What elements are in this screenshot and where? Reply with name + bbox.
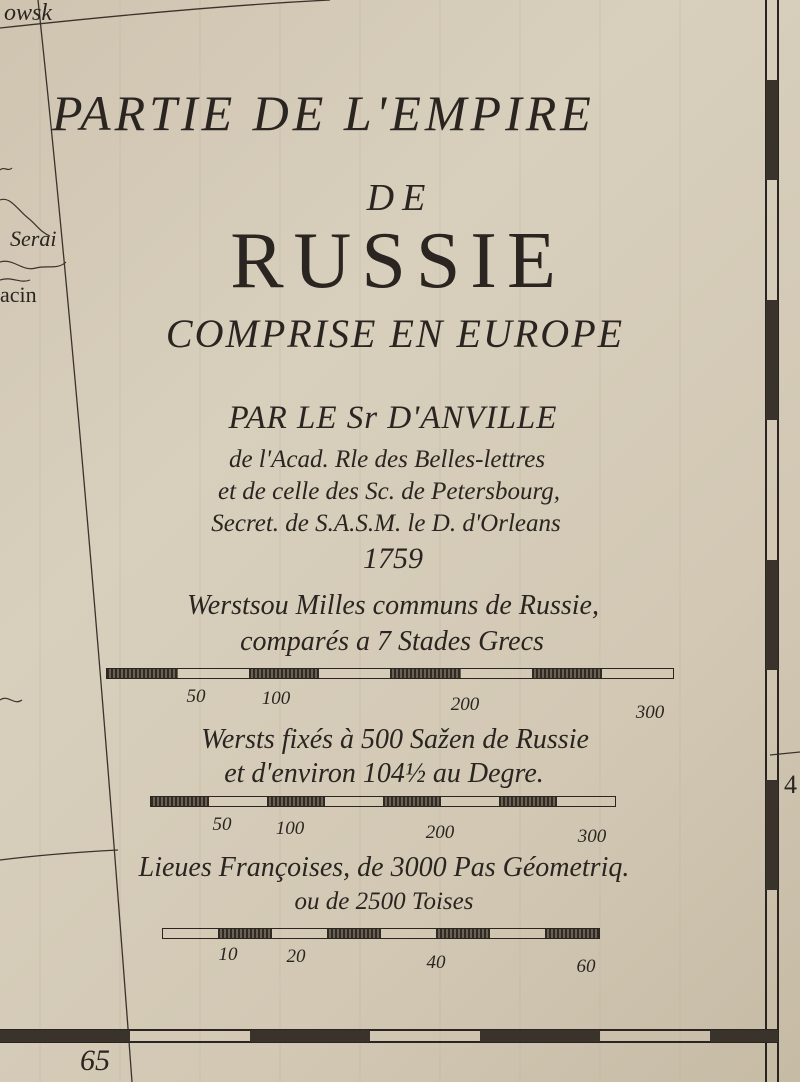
scale-bar-3 bbox=[162, 928, 600, 939]
scale-1-caption-1: Werstsou Milles communs de Russie, bbox=[187, 590, 599, 621]
scale-3-tick-20: 20 bbox=[286, 946, 306, 967]
scale-2-caption-1: Wersts fixés à 500 Sažen de Russie bbox=[201, 724, 589, 755]
scale-3-tick-10: 10 bbox=[218, 944, 238, 965]
publication-year: 1759 bbox=[363, 542, 423, 575]
meridian-line bbox=[38, 0, 132, 1082]
scale-bar-1 bbox=[106, 668, 674, 679]
graticule-label-right: 4 bbox=[784, 770, 797, 799]
place-label-owsk: owsk bbox=[4, 0, 52, 26]
scale-3-tick-60: 60 bbox=[576, 956, 596, 977]
parallel-line-right bbox=[770, 752, 800, 755]
neat-line-right bbox=[766, 0, 778, 1082]
scale-1-tick-100: 100 bbox=[261, 688, 291, 709]
map-title-line-2: DE bbox=[366, 177, 434, 219]
scale-2-tick-300: 300 bbox=[577, 826, 607, 847]
academy-line: de l'Acad. Rle des Belles-lettres bbox=[228, 446, 546, 473]
place-label-acin: acin bbox=[0, 282, 37, 307]
scale-2-caption-2: et d'environ 104½ au Degre. bbox=[224, 758, 544, 789]
map-title-line-4: COMPRISE EN EUROPE bbox=[165, 311, 625, 356]
scale-3-caption-1: Lieues Françoises, de 3000 Pas Géometriq. bbox=[138, 852, 630, 883]
paper-texture bbox=[40, 0, 680, 1082]
place-label-serai: Serai bbox=[10, 226, 57, 251]
scale-2-tick-100: 100 bbox=[275, 818, 305, 839]
neat-line-bottom bbox=[0, 1030, 778, 1042]
scale-2-tick-200: 200 bbox=[425, 822, 455, 843]
graticule-label-65: 65 bbox=[80, 1044, 110, 1077]
scale-bar-2 bbox=[150, 796, 616, 807]
map-title-russie: RUSSIE bbox=[230, 217, 566, 305]
petersbourg-line: et de celle des Sc. de Petersbourg, bbox=[217, 478, 561, 505]
secretary-line: Secret. de S.A.S.M. le D. d'Orleans bbox=[211, 510, 561, 537]
scale-1-tick-200: 200 bbox=[450, 694, 480, 715]
author-line: PAR LE Sr D'ANVILLE bbox=[228, 400, 558, 436]
scale-1-caption-2: comparés a 7 Stades Grecs bbox=[240, 626, 544, 657]
map-title-line-1: PARTIE DE L'EMPIRE bbox=[52, 85, 595, 141]
scale-3-tick-40: 40 bbox=[426, 952, 446, 973]
scale-1-tick-300: 300 bbox=[635, 702, 665, 723]
parallel-line-left bbox=[0, 850, 118, 860]
scale-1-tick-50: 50 bbox=[186, 686, 206, 707]
scale-2-tick-50: 50 bbox=[212, 814, 232, 835]
scale-3-caption-2: ou de 2500 Toises bbox=[294, 888, 474, 915]
